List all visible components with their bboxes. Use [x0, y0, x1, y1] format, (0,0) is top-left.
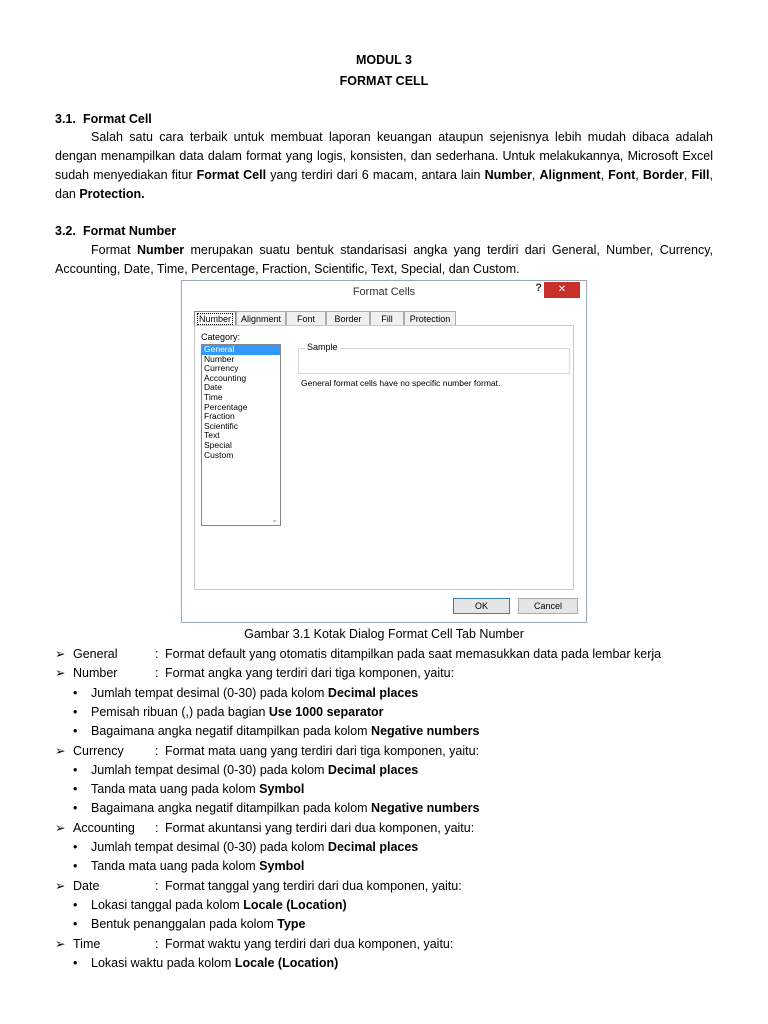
format-item: [55, 742, 479, 761]
bullet-icon: •: [73, 763, 78, 777]
colon: :: [155, 647, 159, 661]
section-number: 3.1.: [55, 112, 76, 126]
section-heading: [55, 112, 152, 126]
section-number: 3.2.: [55, 224, 76, 238]
bullet-icon: •: [73, 840, 78, 854]
text-run: ,: [531, 168, 540, 182]
figure-caption: Gambar 3.1 Kotak Dialog Format Cell Tab Number: [244, 627, 524, 641]
arrow-bullet-icon: ➢: [55, 647, 66, 661]
bullet-icon: •: [73, 898, 78, 912]
text-run: , dan: [55, 168, 713, 201]
dialog-title: Format Cells: [352, 286, 416, 298]
bold-run: Font: [608, 168, 636, 182]
format-item: [55, 877, 462, 896]
bullet-bold-term: Decimal places: [327, 840, 419, 854]
format-term: Number: [73, 666, 118, 680]
scroll-down-icon[interactable]: ⌄: [271, 515, 278, 524]
bullet-item: [73, 954, 338, 973]
tab-alignment[interactable]: Alignment: [236, 311, 286, 325]
cancel-button[interactable]: Cancel: [518, 598, 578, 614]
bold-run: Border: [642, 168, 684, 182]
format-description: Format mata uang yang terdiri dari tiga komponen, yaitu:: [165, 744, 480, 758]
bullet-text: Lokasi tanggal pada kolom: [91, 898, 244, 912]
category-item-percentage[interactable]: Percentage: [204, 401, 248, 412]
bullet-icon: •: [73, 801, 78, 815]
format-description: Format default yang otomatis ditampilkan pada saat memasukkan data pada lembar kerja: [165, 647, 662, 661]
module-subtitle: FORMAT CELL: [339, 74, 429, 88]
format-term: Currency: [73, 744, 124, 758]
close-icon[interactable]: ✕: [544, 282, 580, 298]
text-run: ,: [635, 168, 643, 182]
text-run: Salah satu cara terbaik untuk membuat laporan keuangan ataupun sejenisnya lebih mudah dibaca adalah dengan menampilkan data dalam format yang logis, konsisten, dan sederhana. Untuk melakukannya, Microsoft Excel sudah menyediakan fitur: [55, 130, 713, 182]
bullet-text: Bentuk penanggalan pada kolom: [91, 917, 278, 931]
number-tab-panel: [194, 325, 574, 590]
bullet-bold-term: Symbol: [259, 859, 305, 873]
category-item-date[interactable]: Date: [204, 382, 222, 393]
format-description: Format tanggal yang terdiri dari dua komponen, yaitu:: [165, 879, 462, 893]
bullet-bold-term: Locale (Location): [243, 898, 347, 912]
format-item: [55, 819, 474, 838]
bullet-bold-term: Symbol: [259, 782, 305, 796]
help-icon[interactable]: ?: [535, 282, 542, 294]
colon: :: [155, 937, 159, 951]
tab-fill[interactable]: Fill: [370, 311, 404, 325]
section-title: Format Number: [83, 224, 177, 238]
format-description: Format waktu yang terdiri dari dua komponen, yaitu:: [165, 937, 454, 951]
category-item-text[interactable]: Text: [204, 430, 220, 441]
format-cells-dialog: [181, 280, 587, 623]
format-term: Date: [73, 879, 100, 893]
bullet-icon: •: [73, 859, 78, 873]
format-description: General format cells have no specific number format.: [301, 378, 501, 388]
bullet-bold-term: Locale (Location): [234, 956, 339, 970]
arrow-bullet-icon: ➢: [55, 821, 66, 835]
bullet-text: Lokasi waktu pada kolom: [91, 956, 235, 970]
bold-run: Number: [484, 168, 532, 182]
colon: :: [155, 821, 159, 835]
paragraph: [55, 128, 713, 204]
format-description: Format angka yang terdiri dari tiga komponen, yaitu:: [165, 666, 455, 680]
tab-number[interactable]: Number: [194, 311, 236, 326]
bullet-text: Bagaimana angka negatif ditampilkan pada kolom: [91, 724, 372, 738]
arrow-bullet-icon: ➢: [55, 937, 66, 951]
format-description: Format akuntansi yang terdiri dari dua komponen, yaitu:: [165, 821, 475, 835]
bullet-bold-term: Type: [277, 917, 306, 931]
bullet-icon: •: [73, 782, 78, 796]
bullet-text: Tanda mata uang pada kolom: [91, 859, 260, 873]
module-title: MODUL 3: [355, 53, 413, 67]
text-run: yang terdiri dari 6 macam, antara lain: [266, 168, 485, 182]
category-item-general[interactable]: General: [202, 345, 280, 355]
category-item-accounting[interactable]: Accounting: [204, 372, 247, 383]
tab-border[interactable]: Border: [326, 311, 370, 325]
colon: :: [155, 666, 159, 680]
text-run: ,: [683, 168, 692, 182]
bullet-item: [73, 684, 418, 703]
sample-label: Sample: [307, 342, 338, 352]
bullet-item: [73, 896, 347, 915]
bullet-icon: •: [73, 724, 78, 738]
text-run: Format: [91, 243, 137, 257]
section-title: Format Cell: [83, 112, 152, 126]
arrow-bullet-icon: ➢: [55, 666, 66, 680]
bullet-item: [73, 780, 304, 799]
bold-run: Fill: [691, 168, 710, 182]
bullet-item: [73, 799, 479, 818]
category-item-custom[interactable]: Custom: [204, 449, 234, 460]
format-term: Accounting: [73, 821, 135, 835]
sample-box: [298, 342, 570, 374]
format-item: [55, 664, 454, 683]
bullet-text: Jumlah tempat desimal (0-30) pada kolom: [91, 686, 328, 700]
bullet-item: [73, 761, 418, 780]
bold-run: Protection.: [79, 187, 145, 201]
bullet-item: [73, 703, 384, 722]
bullet-item: [73, 857, 304, 876]
bullet-item: [73, 722, 479, 741]
bullet-icon: •: [73, 686, 78, 700]
format-item: [55, 935, 453, 954]
category-item-fraction[interactable]: Fraction: [204, 411, 235, 422]
bullet-text: Tanda mata uang pada kolom: [91, 782, 260, 796]
tab-font[interactable]: Font: [286, 311, 326, 325]
bullet-text: Pemisah ribuan (,) pada bagian: [91, 705, 269, 719]
bullet-item: [73, 915, 306, 934]
colon: :: [155, 879, 159, 893]
bold-run: Number: [136, 243, 185, 257]
paragraph: [55, 241, 713, 279]
format-term: General: [73, 647, 118, 661]
bullet-text: Bagaimana angka negatif ditampilkan pada kolom: [91, 801, 372, 815]
bullet-item: [73, 838, 418, 857]
bullet-bold-term: Negative numbers: [371, 724, 480, 738]
arrow-bullet-icon: ➢: [55, 879, 66, 893]
bullet-icon: •: [73, 917, 78, 931]
category-item-scientific[interactable]: Scientific: [204, 420, 239, 431]
colon: :: [155, 744, 159, 758]
bullet-bold-term: Negative numbers: [371, 801, 480, 815]
category-item-time[interactable]: Time: [204, 391, 223, 402]
bullet-text: Jumlah tempat desimal (0-30) pada kolom: [91, 763, 328, 777]
bullet-icon: •: [73, 956, 78, 970]
bullet-bold-term: Decimal places: [327, 763, 419, 777]
format-item: [55, 645, 661, 664]
category-item-special[interactable]: Special: [204, 439, 232, 450]
bullet-bold-term: Decimal places: [327, 686, 419, 700]
bold-run: Alignment: [539, 168, 601, 182]
bullet-text: Jumlah tempat desimal (0-30) pada kolom: [91, 840, 328, 854]
arrow-bullet-icon: ➢: [55, 744, 66, 758]
text-run: merupakan suatu bentuk standarisasi angka yang terdiri dari General, Number, Currency, Accounting, Date, Time, Percentage, Fraction, Scientific, Text, Special, dan Custom.: [55, 243, 714, 276]
bullet-icon: •: [73, 705, 78, 719]
bullet-bold-term: Use 1000 separator: [268, 705, 384, 719]
format-term: Time: [73, 937, 101, 951]
ok-button[interactable]: OK: [453, 598, 510, 614]
tab-protection[interactable]: Protection: [404, 311, 456, 325]
text-run: ,: [600, 168, 609, 182]
category-label: Category:: [201, 332, 241, 342]
bold-run: Format Cell: [196, 168, 267, 182]
section-heading: [55, 224, 176, 238]
category-list[interactable]: [201, 344, 281, 526]
category-item-number[interactable]: Number: [204, 353, 235, 364]
category-item-currency[interactable]: Currency: [204, 363, 239, 374]
